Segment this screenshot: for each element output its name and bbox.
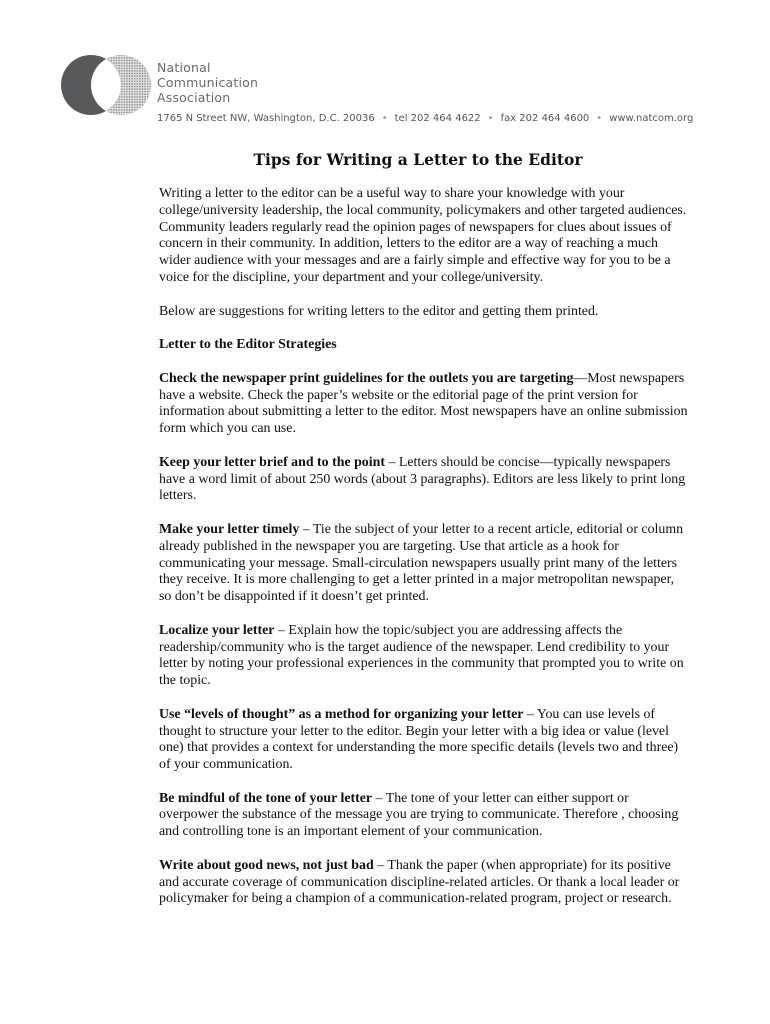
- tip-lead: Be mindful of the tone of your letter: [159, 790, 373, 806]
- street-address: 1765 N Street NW, Washington, D.C. 20036: [157, 113, 375, 124]
- tip-paragraph: [159, 522, 689, 606]
- website: www.natcom.org: [609, 113, 694, 124]
- intro-paragraph: Writing a letter to the editor can be a useful way to share your knowledge with your college/university leadership, the local community, policymakers and other targeted audiences. Community leaders regularly read the opinion pages of newspapers for clues about issues of concern in their community. In addition, letters to the editor are a way of reaching a much wider audience with your messages and are a fairly simple and effective way for you to be a voice for the discipline, your department and your college/university.: [159, 186, 687, 285]
- tip-text: – Thank the paper (when appropriate) for its positive and accurate coverage of communication discipline-related articles. Or thank a local leader or policymaker for being a champion of a communication-related program, project or research.: [159, 857, 680, 907]
- tip-lead: Localize your letter: [159, 622, 275, 638]
- contact-line: [157, 113, 693, 124]
- org-name-line-1: National: [157, 60, 211, 75]
- tip-paragraph: [159, 371, 689, 438]
- tip-paragraph: [159, 623, 689, 690]
- telephone: tel 202 464 4622: [394, 113, 481, 124]
- tip-paragraph: [159, 707, 689, 774]
- organization-name: [157, 60, 258, 105]
- tip-paragraph: [159, 455, 689, 505]
- tip-lead: Use “levels of thought” as a method for organizing your letter: [159, 706, 524, 722]
- strategies-heading: Letter to the Editor Strategies: [159, 337, 337, 353]
- tip-text: – Letters should be concise—typically newspapers have a word limit of about 250 words (about 3 paragraphs). Editors are less likely to print long letters.: [159, 454, 686, 504]
- nca-logo-circles-icon: [58, 54, 154, 116]
- tip-lead: Check the newspaper print guidelines for the outlets you are targeting: [159, 370, 574, 386]
- separator-dot: •: [596, 113, 603, 124]
- tip-paragraph: [159, 858, 689, 908]
- org-name-line-2: Communication: [157, 75, 259, 90]
- document-title: Tips for Writing a Letter to the Editor: [253, 150, 583, 169]
- separator-dot: •: [487, 113, 494, 124]
- tip-paragraph: [159, 791, 689, 841]
- suggestions-paragraph: Below are suggestions for writing letters to the editor and getting them printed.: [159, 303, 599, 319]
- tip-text: —Most newspapers have a website. Check the paper’s website or the editorial page of the print version for information about submitting a letter to the editor. Most newspapers have an online submission form which you can use.: [159, 370, 688, 437]
- separator-dot: •: [381, 113, 388, 124]
- fax: fax 202 464 4600: [500, 113, 590, 124]
- document-body: [159, 186, 689, 925]
- tip-text: – You can use levels of thought to structure your letter to the editor. Begin your letter with a big idea or value (level one) that provides a context for understanding the more specific details (levels two and three) of your communication.: [159, 706, 679, 773]
- org-name-line-3: Association: [157, 90, 231, 105]
- tip-text: – The tone of your letter can either support or overpower the substance of the message you are trying to communicate. Therefore , choosing and controlling tone is an important element of your communication.: [159, 790, 679, 840]
- tip-lead: Write about good news, not just bad: [159, 857, 374, 873]
- tip-lead: Make your letter timely: [159, 521, 300, 537]
- tip-text: – Tie the subject of your letter to a recent article, editorial or column already published in the newspaper you are targeting. Use that article as a hook for communicating your message. Small-circulation newspapers usually print many of the letters they receive. It is more challenging to get a letter printed in a major metropolitan newspaper, so don’t be disappointed if it doesn’t get printed.: [159, 521, 684, 605]
- tip-text: – Explain how the topic/subject you are addressing affects the readership/community who is the target audience of the newspaper. Lend credibility to your letter by noting your professional experiences in the community that prompted you to write on the topic.: [159, 622, 684, 689]
- tip-lead: Keep your letter brief and to the point: [159, 454, 385, 470]
